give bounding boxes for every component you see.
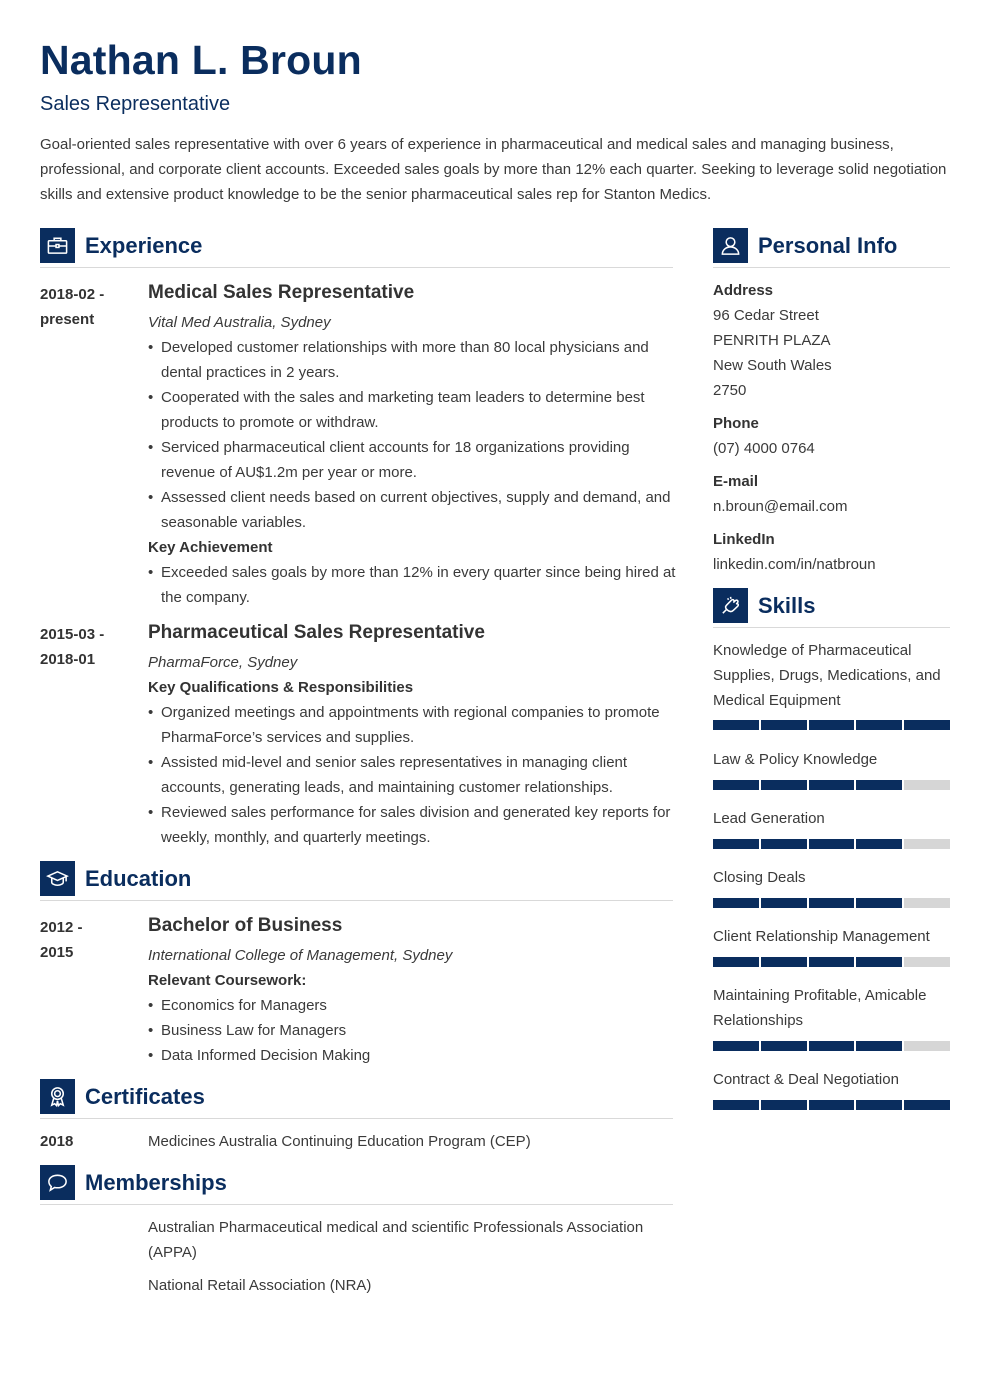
education-date-end: 2015	[40, 944, 74, 961]
job-2-date-start: 2015-03 -	[40, 626, 105, 643]
skill-1-bar	[713, 720, 950, 730]
skill-segment-divider	[759, 720, 761, 730]
education-section-header	[40, 861, 673, 895]
personal-info-divider	[713, 267, 950, 268]
job-2-sub-heading: Key Qualifications & Responsibilities	[148, 679, 414, 696]
certificates-heading: Certificates	[85, 1084, 205, 1109]
skills-section-header	[713, 588, 950, 622]
certificate-year: 2018	[40, 1133, 74, 1150]
graduation-cap-icon	[40, 861, 75, 896]
skill-5-bar	[713, 957, 950, 967]
list-item: • Assessed client needs based on current objectives, supply and demand, and seasonable variables.	[148, 485, 678, 535]
linkedin-value[interactable]: linkedin.com/in/natbroun	[713, 556, 876, 573]
skill-level-fill	[713, 720, 950, 730]
experience-divider	[40, 267, 673, 268]
award-icon	[40, 1079, 75, 1114]
skill-segment-divider	[854, 839, 856, 849]
membership-2: National Retail Association (NRA)	[148, 1277, 372, 1294]
skill-segment-divider	[759, 898, 761, 908]
certificate-name: Medicines Australia Continuing Education Program (CEP)	[148, 1133, 531, 1150]
education-degree: Bachelor of Business	[148, 915, 343, 936]
skill-segment-divider	[807, 957, 809, 967]
experience-heading: Experience	[85, 233, 203, 258]
list-item: • Exceeded sales goals by more than 12% in every quarter since being hired at the company.	[148, 560, 678, 610]
job-1-employer: Vital Med Australia, Sydney	[148, 314, 331, 331]
memberships-divider	[40, 1204, 673, 1205]
skill-segment-divider	[854, 1100, 856, 1110]
personal-info-section-header	[713, 228, 950, 262]
skill-segment-divider	[902, 1100, 904, 1110]
skill-segment-divider	[902, 957, 904, 967]
skill-segment-divider	[759, 780, 761, 790]
address-line: PENRITH PLAZA	[713, 332, 831, 349]
skill-segment-divider	[902, 839, 904, 849]
education-school: International College of Management, Sydney	[148, 947, 453, 964]
skill-segment-divider	[854, 780, 856, 790]
skill-segment-divider	[759, 839, 761, 849]
skill-3-bar	[713, 839, 950, 849]
skills-divider	[713, 627, 950, 628]
skill-segment-divider	[807, 720, 809, 730]
skill-4-name: Closing Deals	[713, 869, 806, 886]
skill-segment-divider	[854, 957, 856, 967]
skill-segment-divider	[759, 1100, 761, 1110]
list-item: • Organized meetings and appointments with regional companies to promote PharmaForce’s services and supplies.	[148, 700, 678, 750]
hand-icon	[713, 588, 748, 623]
skill-2-name: Law & Policy Knowledge	[713, 751, 878, 768]
job-1-date-start: 2018-02 -	[40, 286, 105, 303]
skill-3-name: Lead Generation	[713, 810, 825, 827]
skill-2-bar	[713, 780, 950, 790]
certificates-section-header	[40, 1079, 673, 1113]
personal-info-heading: Personal Info	[758, 233, 898, 258]
phone-value: (07) 4000 0764	[713, 440, 815, 457]
education-heading: Education	[85, 866, 192, 891]
education-date-start: 2012 -	[40, 919, 83, 936]
job-1-sub-heading: Key Achievement	[148, 539, 273, 556]
skill-6-bar	[713, 1041, 950, 1051]
list-item: • Developed customer relationships with more than 80 local physicians and dental practices in 2 years.	[148, 335, 678, 385]
skill-4-bar	[713, 898, 950, 908]
list-item: • Business Law for Managers	[148, 1018, 678, 1043]
skill-segment-divider	[902, 1041, 904, 1051]
address-line: 2750	[713, 382, 747, 399]
skill-5-name: Client Relationship Management	[713, 928, 930, 945]
user-icon	[713, 228, 748, 263]
skill-segment-divider	[807, 1041, 809, 1051]
list-item: • Data Informed Decision Making	[148, 1043, 678, 1068]
job-1-bullets	[148, 335, 678, 535]
job-2-title: Pharmaceutical Sales Representative	[148, 622, 485, 643]
list-item: • Assisted mid-level and senior sales representatives in managing client accounts, generating leads, and maintaining customer relationships.	[148, 750, 678, 800]
job-1-dates	[40, 282, 135, 332]
summary: Goal-oriented sales representative with over 6 years of experience in pharmaceutical and medical sales and managing business, professional, and corporate client accounts. Exceeded sales goals by more than 12% each quarter. Seeking to leverage solid negotiation skills and extensive product knowledge to be the senior pharmaceutical sales rep for Stanton Medics.	[40, 136, 947, 203]
skill-segment-divider	[902, 898, 904, 908]
coursework-list	[148, 993, 678, 1068]
speech-bubble-icon	[40, 1165, 75, 1200]
list-item: • Serviced pharmaceutical client accounts for 18 organizations providing revenue of AU$1.2m per year or more.	[148, 435, 678, 485]
address-label: Address	[713, 282, 774, 299]
phone-label: Phone	[713, 415, 759, 432]
skill-segment-divider	[854, 898, 856, 908]
candidate-name: Nathan L. Broun	[40, 37, 362, 83]
certificates-divider	[40, 1118, 673, 1119]
job-1-title: Medical Sales Representative	[148, 282, 415, 303]
job-2-date-end: 2018-01	[40, 651, 96, 668]
skill-segment-divider	[759, 957, 761, 967]
skill-segment-divider	[902, 720, 904, 730]
email-label: E-mail	[713, 473, 759, 490]
membership-1: Australian Pharmaceutical medical and scientific Professionals Association (APPA)	[148, 1219, 644, 1261]
skill-segment-divider	[807, 780, 809, 790]
job-2-employer: PharmaForce, Sydney	[148, 654, 298, 671]
skills-heading: Skills	[758, 593, 816, 618]
list-item: • Reviewed sales performance for sales division and generated key reports for weekly, monthly, and quarterly meetings.	[148, 800, 678, 850]
list-item: • Economics for Managers	[148, 993, 678, 1018]
skill-segment-divider	[854, 720, 856, 730]
job-2-dates	[40, 622, 135, 672]
skill-6-name: Maintaining Profitable, Amicable Relationships	[713, 987, 927, 1029]
memberships-heading: Memberships	[85, 1170, 227, 1195]
education-divider	[40, 900, 673, 901]
skill-segment-divider	[807, 839, 809, 849]
skill-segment-divider	[807, 898, 809, 908]
skill-segment-divider	[902, 780, 904, 790]
job-title: Sales Representative	[40, 93, 231, 115]
memberships-section-header	[40, 1165, 673, 1199]
job-1-achievements	[148, 560, 678, 610]
job-1-date-end: present	[40, 311, 95, 328]
briefcase-icon	[40, 228, 75, 263]
address-line: 96 Cedar Street	[713, 307, 819, 324]
education-dates	[40, 915, 135, 965]
list-item: • Cooperated with the sales and marketing team leaders to determine best products to promote or withdraw.	[148, 385, 678, 435]
experience-section-header	[40, 228, 673, 262]
skill-segment-divider	[854, 1041, 856, 1051]
coursework-heading: Relevant Coursework:	[148, 972, 307, 989]
email-value[interactable]: n.broun@email.com	[713, 498, 848, 515]
linkedin-label: LinkedIn	[713, 531, 775, 548]
skill-segment-divider	[807, 1100, 809, 1110]
address-value	[713, 303, 953, 403]
address-line: New South Wales	[713, 357, 832, 374]
skill-level-fill	[713, 1100, 950, 1110]
skill-7-name: Contract & Deal Negotiation	[713, 1071, 899, 1088]
skill-1-name: Knowledge of Pharmaceutical Supplies, Drugs, Medications, and Medical Equipment	[713, 642, 941, 709]
job-2-bullets	[148, 700, 678, 850]
skill-7-bar	[713, 1100, 950, 1110]
skill-segment-divider	[759, 1041, 761, 1051]
